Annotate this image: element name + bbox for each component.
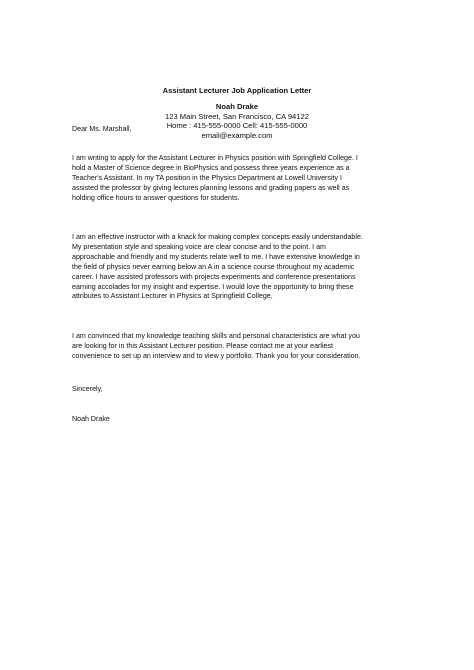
body-paragraph-3: I am convinced that my knowledge teaching skills and personal characteristics are what you are looking for in this Assistant Lecturer position. Please contact me at your earliest convenience to set up an interview and to view y portfolio. Thank you for your consideration. [72,332,361,360]
body-paragraph-1: I am writing to apply for the Assistant Lecturer in Physics position with Springfield College. I hold a Master of Science degree in BioPhysics and possess three years experience as a Teacher's Assistant. In my TA position in the Physics Department at Lowell University I assisted the professor by giving lectures planning lessons and grading papers as well as holding office hours to answer questions for students. [72,154,358,202]
letter-title: Assistant Lecturer Job Application Letter [162,86,312,95]
sender-email: email@example.com [201,130,273,140]
closing: Sincerely, [72,385,103,393]
body-paragraph-2: I am an effective instructor with a knack for making complex concepts easily understandable. My presentation style and speaking voice are clear concise and to the point. I am approachable and friendly and my students relate well to me. I have extensive knowledge in the field of physics never earning below an A in a science course throughout my academic career. I have assisted professors with projects experiments and conference presentations earning accolades for my insight and expertise. I would love the opportunity to bring these attributes to Assistant Lecturer in Physics at Springfield College. [72,233,363,301]
sender-phones: Home : 415-555-0000 Cell: 415-555-0000 [166,121,308,131]
sender-address: 123 Main Street, San Francisco, CA 94122 [165,111,309,121]
signature-name: Noah Drake [72,415,110,423]
salutation: Dear Ms. Marshall, [72,125,132,133]
sender-name: Noah Drake [215,102,259,111]
